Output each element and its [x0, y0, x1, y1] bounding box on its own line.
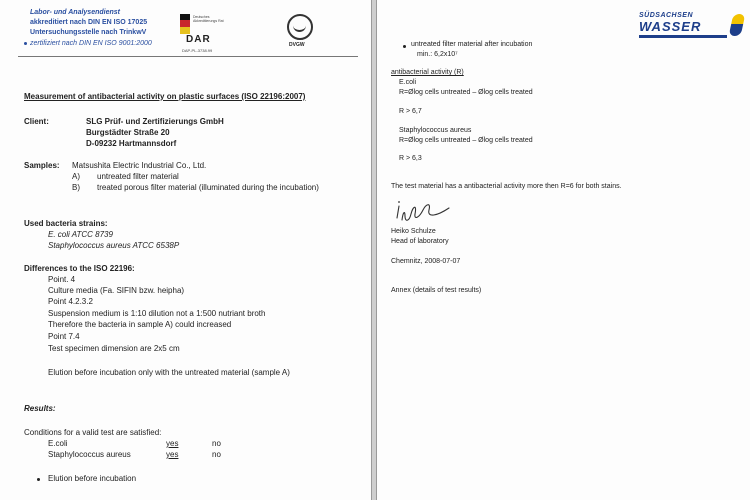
strains-label: Used bacteria strains:: [24, 219, 108, 228]
difference-line: Culture media (Fa. SIFIN bzw. heipha): [48, 286, 185, 295]
result-row-no: no: [212, 450, 221, 459]
ecoli-name: E.coli: [399, 79, 417, 86]
conditions-text: Conditions for a valid test are satisfied:: [24, 428, 162, 437]
lab-title: Labor- und Analysendienst: [30, 9, 120, 16]
accreditation-line-2: Untersuchungsstelle nach TrinkwV: [30, 29, 147, 36]
list-bullet: [37, 478, 40, 481]
difference-line: Point. 4: [48, 275, 76, 284]
ecoli-result: R > 6,7: [399, 108, 422, 115]
report-page-1: [0, 0, 372, 500]
dvgw-logo-icon: [287, 14, 313, 40]
dar-logo-small-text: Deutsches Akkreditierungs Rat: [193, 15, 224, 23]
dar-logo-flag: [180, 14, 190, 34]
activity-label: antibacterial activity (R): [391, 69, 464, 76]
certification-line: zertifiziert nach DIN EN ISO 9001:2000: [30, 40, 152, 47]
logo-bar: [639, 35, 727, 38]
sample-b-text: treated porous filter material (illuminated during the incubation): [97, 183, 319, 192]
report-title: Measurement of antibacterial activity on plastic surfaces (ISO 22196:2007): [24, 92, 306, 101]
elution-bullet-text: Elution before incubation: [48, 474, 137, 483]
difference-line: Point 7.4: [48, 332, 80, 341]
strain-1: E. coli ATCC 8739: [48, 230, 113, 239]
water-drop-icon: [729, 14, 746, 36]
logo-top-text: SÜDSACHSEN: [639, 12, 694, 19]
dar-code: DAP-PL-3738.99: [182, 48, 213, 53]
logo-main-text: WASSER: [639, 19, 702, 34]
client-line-3: D-09232 Hartmannsdorf: [86, 139, 177, 148]
conclusion-text: The test material has a antibacterial activity more then R=6 for both stains.: [391, 183, 622, 190]
strain-2: Staphylococcus aureus ATCC 6538P: [48, 241, 180, 250]
cert-bullet: [24, 42, 27, 45]
differences-label: Differences to the ISO 22196:: [24, 264, 135, 273]
dar-logo: DAR: [186, 34, 211, 45]
place-date: Chemnitz, 2008-07-07: [391, 258, 461, 265]
result-row-no: no: [212, 439, 221, 448]
sample-a-text: untreated filter material: [97, 172, 179, 181]
samples-label: Samples:: [24, 161, 60, 170]
client-label: Client:: [24, 117, 49, 126]
elution-note: Elution before incubation only with the untreated material (sample A): [48, 368, 290, 377]
accreditation-line-1: akkreditiert nach DIN EN ISO 17025: [30, 19, 148, 26]
handwritten-signature: [393, 192, 453, 232]
signer-name: Heiko Schulze: [391, 228, 436, 235]
suedsachsen-wasser-logo: [639, 12, 745, 40]
sample-a-key: A): [72, 172, 80, 181]
result-row-yes: yes: [166, 450, 179, 459]
min-value: min.: 6,2x10⁷: [417, 51, 458, 58]
difference-line: Therefore the bacteria in sample A) could increased: [48, 320, 232, 329]
difference-line: Suspension medium is 1:10 dilution not a 1:500 nutriant broth: [48, 309, 266, 318]
client-line-1: SLG Prüf- und Zertifizierungs GmbH: [86, 117, 224, 126]
difference-line: Point 4.2.3.2: [48, 297, 93, 306]
result-row-yes: yes: [166, 439, 179, 448]
ecoli-formula: R=Ølog cells untreated – Ølog cells treated: [399, 89, 533, 96]
samples-company: Matsushita Electric Industrial Co., Ltd.: [72, 161, 207, 170]
result-row-name: E.coli: [48, 439, 68, 448]
dvgw-logo-text: DVGW: [289, 42, 305, 48]
staph-result: R > 6,3: [399, 155, 422, 162]
staph-name: Staphylococcus aureus: [399, 127, 472, 134]
list-bullet: [403, 45, 406, 48]
report-page-2: [376, 0, 750, 500]
sample-b-key: B): [72, 183, 80, 192]
staph-formula: R=Ølog cells untreated – Ølog cells treated: [399, 137, 533, 144]
difference-line: Test specimen dimension are 2x5 cm: [48, 344, 180, 353]
header-divider: [18, 56, 358, 57]
results-label: Results:: [24, 404, 56, 413]
result-row-name: Staphylococcus aureus: [48, 450, 131, 459]
client-line-2: Burgstädter Straße 20: [86, 128, 170, 137]
signer-role: Head of laboratory: [391, 238, 449, 245]
bullet-line: untreated filter material after incubation: [411, 41, 533, 48]
annex-note: Annex (details of test results): [391, 287, 482, 294]
